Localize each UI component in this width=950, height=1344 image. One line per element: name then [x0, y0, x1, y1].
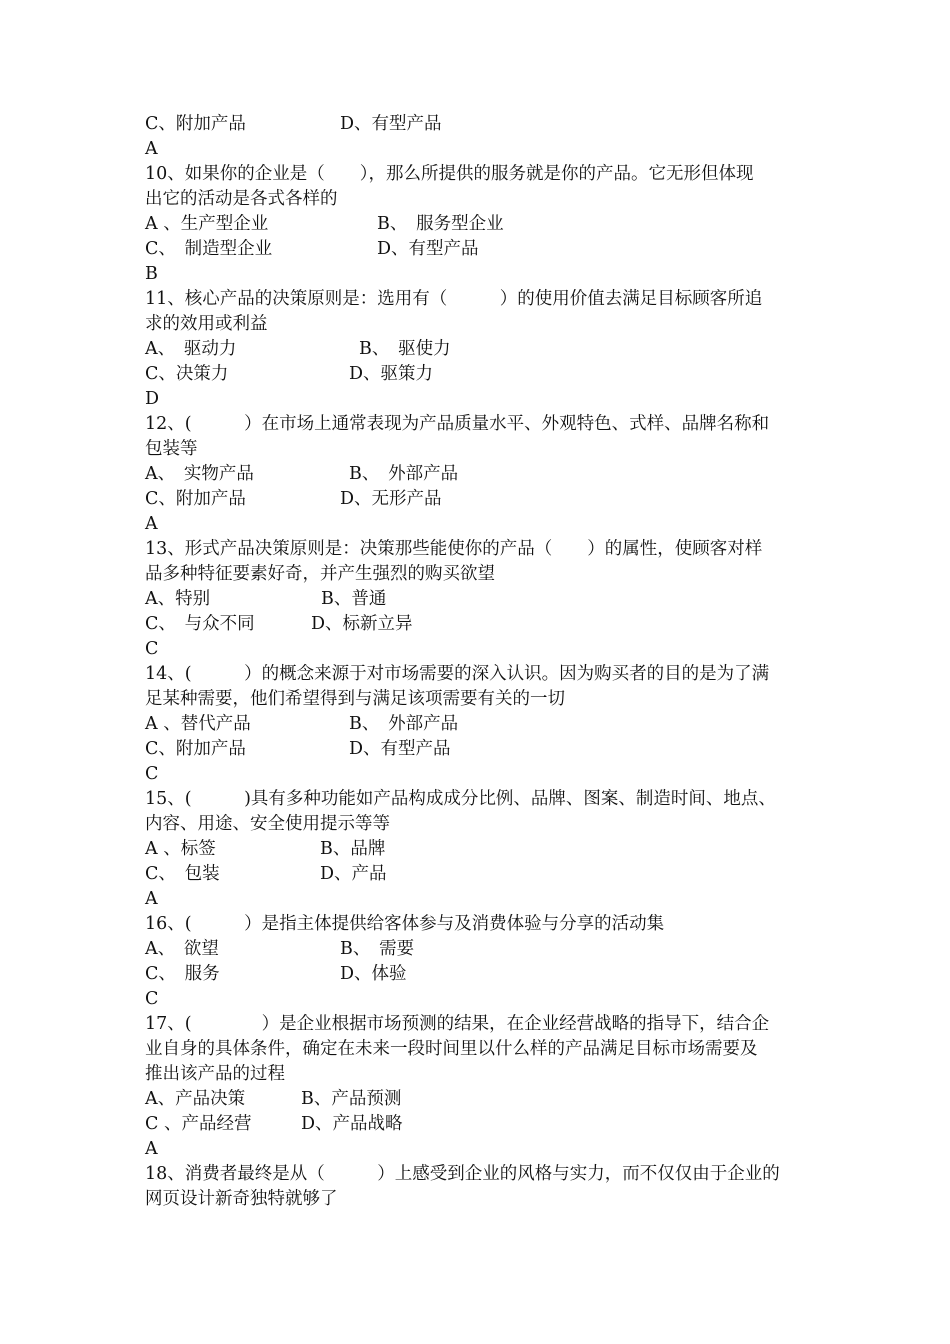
answer-line: C	[145, 764, 159, 784]
option-right: D、有型产品	[377, 239, 479, 259]
options-line	[145, 462, 810, 487]
options-line	[145, 712, 810, 737]
answer-line: C	[145, 989, 159, 1009]
option-left: C、附加产品	[145, 114, 246, 134]
option-left: C、附加产品	[145, 739, 246, 759]
options-line	[145, 337, 810, 362]
options-line	[145, 612, 810, 637]
document-page	[145, 112, 810, 1212]
question-line: 业自身的具体条件，确定在未来一段时间里以什么样的产品满足目标市场需要及	[145, 1039, 758, 1059]
option-left: A、特别	[145, 589, 211, 609]
option-left: C、 制造型企业	[145, 239, 273, 259]
question-line: 内容、用途、安全使用提示等等	[145, 814, 390, 834]
option-left: C、 包装	[145, 864, 220, 884]
answer-line: C	[145, 639, 159, 659]
question-line: 品多种特征要素好奇，并产生强烈的购买欲望	[145, 564, 495, 584]
answer-line: A	[145, 139, 158, 159]
option-left: A、 欲望	[145, 939, 219, 959]
option-right: D、无形产品	[340, 489, 442, 509]
option-right: B、 外部产品	[349, 464, 459, 484]
option-right: B、 外部产品	[349, 714, 459, 734]
option-left: A 、标签	[145, 839, 216, 859]
answer-line: A	[145, 1139, 158, 1159]
options-line	[145, 1087, 810, 1112]
option-right: B、 需要	[340, 939, 415, 959]
option-left: A、 实物产品	[145, 464, 254, 484]
question-line: 17、( ）是企业根据市场预测的结果，在企业经营战略的指导下，结合企	[145, 1014, 770, 1034]
option-right: B、 服务型企业	[377, 214, 504, 234]
options-line	[145, 112, 810, 137]
option-left: C、 与众不同	[145, 614, 255, 634]
options-line	[145, 362, 810, 387]
question-line: 14、( ）的概念来源于对市场需要的深入认识。因为购买者的目的是为了满	[145, 664, 770, 684]
options-line	[145, 737, 810, 762]
question-line: 出它的活动是各式各样的	[145, 189, 338, 209]
option-right: D、驱策力	[349, 364, 434, 384]
option-right: D、标新立异	[311, 614, 413, 634]
question-line: 求的效用或利益	[145, 314, 268, 334]
option-right: D、产品	[320, 864, 387, 884]
answer-line: B	[145, 264, 158, 284]
option-right: B、 驱使力	[359, 339, 451, 359]
answer-line: A	[145, 889, 158, 909]
options-line	[145, 237, 810, 262]
option-left: A、 驱动力	[145, 339, 237, 359]
option-right: D、产品战略	[301, 1114, 403, 1134]
question-line: 包装等	[145, 439, 198, 459]
option-left: C 、产品经营	[145, 1114, 252, 1134]
options-line	[145, 837, 810, 862]
option-right: D、有型产品	[340, 114, 442, 134]
question-line: 推出该产品的过程	[145, 1064, 285, 1084]
option-right: D、有型产品	[349, 739, 451, 759]
option-right: B、产品预测	[301, 1089, 402, 1109]
answer-line: A	[145, 514, 158, 534]
options-line	[145, 487, 810, 512]
option-left: A 、生产型企业	[145, 214, 269, 234]
question-line: 足某种需要，他们希望得到与满足该项需要有关的一切	[145, 689, 565, 709]
option-left: C、附加产品	[145, 489, 246, 509]
options-line	[145, 862, 810, 887]
option-left: A 、替代产品	[145, 714, 251, 734]
question-line: 10、如果你的企业是（ ），那么所提供的服务就是你的产品。它无形但体现	[145, 164, 754, 184]
question-line: 网页设计新奇独特就够了	[145, 1189, 338, 1209]
answer-line: D	[145, 389, 160, 409]
question-line: 13、形式产品决策原则是：决策那些能使你的产品（ ）的属性，使顾客对样	[145, 539, 763, 559]
question-line: 16、( ）是指主体提供给客体参与及消费体验与分享的活动集	[145, 914, 665, 934]
option-left: C、决策力	[145, 364, 229, 384]
question-line: 12、( ）在市场上通常表现为产品质量水平、外观特色、式样、品牌名称和	[145, 414, 770, 434]
option-right: D、体验	[340, 964, 407, 984]
options-line	[145, 962, 810, 987]
options-line	[145, 587, 810, 612]
options-line	[145, 212, 810, 237]
question-line: 18、消费者最终是从（ ）上感受到企业的风格与实力，而不仅仅由于企业的	[145, 1164, 780, 1184]
question-line: 15、( )具有多种功能如产品构成成分比例、品牌、图案、制造时间、地点、	[145, 789, 776, 809]
option-right: B、普通	[321, 589, 387, 609]
options-line	[145, 937, 810, 962]
options-line	[145, 1112, 810, 1137]
option-right: B、品牌	[320, 839, 386, 859]
option-left: A、产品决策	[145, 1089, 246, 1109]
question-line: 11、核心产品的决策原则是：选用有（ ）的使用价值去满足目标顾客所追	[145, 289, 763, 309]
option-left: C、 服务	[145, 964, 220, 984]
